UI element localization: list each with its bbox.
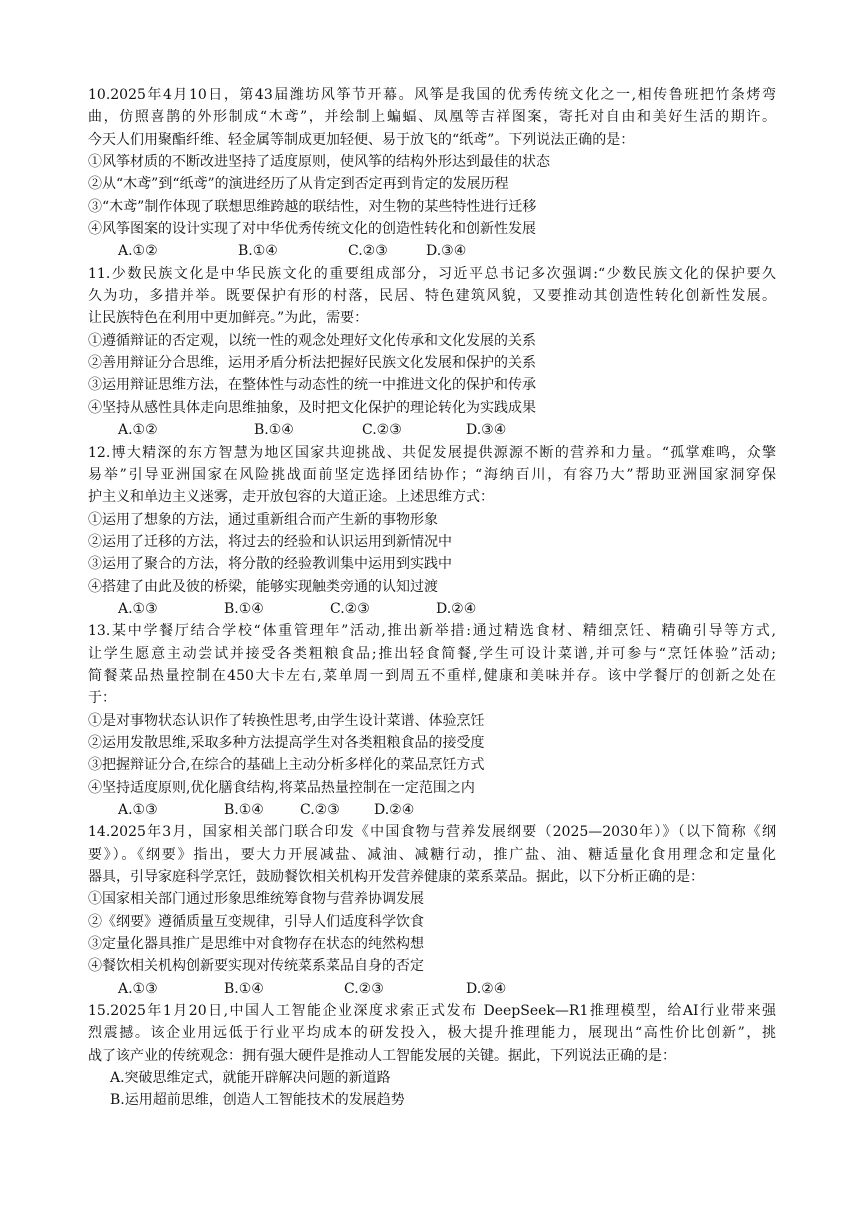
option-a: A.①② <box>118 422 158 439</box>
option-b: B.①④ <box>224 600 264 617</box>
question-stem-line: 今天人们用聚酯纤维、轻金属等制成更加轻便、易于放飞的“纸鸢”。下列说法正确的是： <box>88 131 635 148</box>
option-a: A.①③ <box>118 600 158 617</box>
statement: ①运用了想象的方法，通过重新组合而产生新的事物形象 <box>88 511 438 528</box>
statement: ④坚持适度原则,优化膳食结构,将菜品热量控制在一定范围之内 <box>88 779 475 796</box>
question-13 <box>88 620 776 821</box>
question-stem-line: 14.2025年3月，国家相关部门联合印发《中国食物与营养发展纲要（2025—2030年）》（以下简称《纲 <box>88 824 776 841</box>
option-a: A.①② <box>118 243 158 260</box>
statement: ①国家相关部门通过形象思维统筹食物与营养协调发展 <box>88 891 424 908</box>
question-stem-line: 战了该产业的传统观念：拥有强大硬件是推动人工智能发展的关键。据此，下列说法正确的是： <box>88 1047 676 1064</box>
question-stem-line: 简餐菜品热量控制在450大卡左右,菜单周一到周五不重样,健康和美味并存。该中学餐厅的创新之处在 <box>88 667 776 684</box>
question-stem-line: 易举”引导亚洲国家在风险挑战面前坚定选择团结协作；“海纳百川，有容乃大”帮助亚洲国家洞穿保 <box>88 466 776 483</box>
statement: ②善用辩证分合思维，运用矛盾分析法把握好民族文化发展和保护的关系 <box>88 355 536 372</box>
option-b: B.①④ <box>238 243 278 260</box>
option-d: D.③④ <box>466 422 507 439</box>
question-stem-line: 13.某中学餐厅结合学校“体重管理年”活动,推出新举措:通过精选食材、精细烹饪、精确引导等方式, <box>88 623 776 640</box>
question-stem-line: 器具，引导家庭科学烹饪，鼓励餐饮相关机构开发营养健康的菜系菜品。据此，以下分析正确的是： <box>88 869 704 886</box>
option-d: D.②④ <box>436 600 477 617</box>
statement: ①风筝材质的不断改进坚持了适度原则，使风筝的结构外形达到最佳的状态 <box>88 154 550 171</box>
option-c: C.②③ <box>344 980 384 997</box>
question-11 <box>88 263 776 442</box>
statement: ③运用辩证思维方法，在整体性与动态性的统一中推进文化的保护和传承 <box>88 377 536 394</box>
statement: ②《纲要》遵循质量互变规律，引导人们适度科学饮食 <box>88 913 424 930</box>
question-14 <box>88 821 776 1000</box>
question-stem-line: 让民族特色在利用中更加鲜亮。”为此，需要： <box>88 310 369 327</box>
options-row <box>88 978 776 1000</box>
option-b: B.①④ <box>254 422 294 439</box>
statement: ③运用了聚合的方法，将分散的经验教训集中运用到实践中 <box>88 556 452 573</box>
question-stem-line: 护主义和单边主义迷雾，走开放包容的大道正途。上述思维方式： <box>88 489 494 506</box>
question-stem-line: 15.2025年1月20日,中国人工智能企业深度求索正式发布 DeepSeek—R1推理模型，给AI行业带来强 <box>88 1003 776 1020</box>
option-a: A.①③ <box>118 980 158 997</box>
statement: ④坚持从感性具体走向思维抽象，及时把文化保护的理论转化为实践成果 <box>88 399 536 416</box>
statement: ④搭建了由此及彼的桥梁，能够实现触类旁通的认知过渡 <box>88 578 438 595</box>
option-d: D.③④ <box>426 243 467 260</box>
option-a: A.①③ <box>118 802 158 818</box>
question-stem-line: 久为功，多措并举。既要保护有形的村落，民居、特色建筑风貌，又要推动其创造性转化创新性发展。 <box>88 288 776 305</box>
option-b: B.①④ <box>224 980 264 997</box>
statement: ①遵循辩证的否定观，以统一性的观念处理好文化传承和文化发展的关系 <box>88 332 536 349</box>
option-c: C.②③ <box>348 243 388 260</box>
option-b: B.①④ <box>224 802 264 818</box>
question-stem-line: 12.博大精深的东方智慧为地区国家共迎挑战、共促发展提供源源不断的营养和力量。“孤掌难鸣，众擎 <box>88 444 776 461</box>
statement: ③把握辩证分合,在综合的基础上主动分析多样化的菜品烹饪方式 <box>88 757 485 774</box>
exam-page <box>88 84 776 1112</box>
option-d: D.②④ <box>466 980 507 997</box>
question-stem-line: 曲，仿照喜鹊的外形制成“木鸢”，并绘制上蝙蝠、凤凰等吉祥图案，寄托对自由和美好生活的期许。 <box>88 109 776 126</box>
question-stem-line: 让学生愿意主动尝试并接受各类粗粮食品;推出轻食简餐,学生可设计菜谱,并可参与“烹饪体验”活动; <box>88 645 776 662</box>
options-row <box>88 240 776 262</box>
statement: ④风筝图案的设计实现了对中华优秀传统文化的创造性转化和创新性发展 <box>88 221 536 238</box>
options-row <box>88 419 776 441</box>
options-row <box>88 799 776 821</box>
question-stem-line: 10.2025年4月10日，第43届潍坊风筝节开幕。风筝是我国的优秀传统文化之一,相传鲁班把竹条烤弯 <box>88 87 776 103</box>
question-15 <box>88 1000 776 1112</box>
question-stem-line: 烈震撼。该企业用远低于行业平均成本的研发投入，极大提升推理能力，展现出“高性价比创新”，挑 <box>88 1025 776 1042</box>
choice-a: A.突破思维定式，就能开辟解决问题的新道路 <box>110 1070 391 1087</box>
question-stem-line: 11.少数民族文化是中华民族文化的重要组成部分，习近平总书记多次强调:“少数民族文化的保护要久 <box>88 265 776 282</box>
option-c: C.②③ <box>330 600 370 617</box>
statement: ③定量化器具推广是思维中对食物存在状态的纯然构想 <box>88 936 424 953</box>
statement: ③“木鸢”制作体现了联想思维跨越的联结性，对生物的某些特性进行迁移 <box>88 198 537 215</box>
question-10 <box>88 84 776 263</box>
statement: ④餐饮相关机构创新要实现对传统菜系菜品自身的否定 <box>88 958 424 975</box>
option-c: C.②③ <box>362 422 402 439</box>
options-row <box>88 598 776 620</box>
question-stem-line: 要》）。《纲要》指出，要大力开展减盐、减油、减糖行动，推广盐、油、糖适量化食用理念和定量化 <box>88 846 776 863</box>
statement: ②运用发散思维,采取多种方法提高学生对各类粗粮食品的接受度 <box>88 734 485 751</box>
choice-b: B.运用超前思维，创造人工智能技术的发展趋势 <box>110 1092 405 1109</box>
question-12 <box>88 442 776 621</box>
question-stem-line: 于： <box>88 690 116 707</box>
statement: ①是对事物状态认识作了转换性思考,由学生设计菜谱、体验烹饪 <box>88 712 485 729</box>
statement: ②运用了迁移的方法，将过去的经验和认识运用到新情况中 <box>88 533 452 550</box>
option-c: C.②③ <box>300 802 340 818</box>
option-d: D.②④ <box>374 802 415 818</box>
statement: ②从“木鸢”到“纸鸢”的演进经历了从肯定到否定再到肯定的发展历程 <box>88 176 509 193</box>
